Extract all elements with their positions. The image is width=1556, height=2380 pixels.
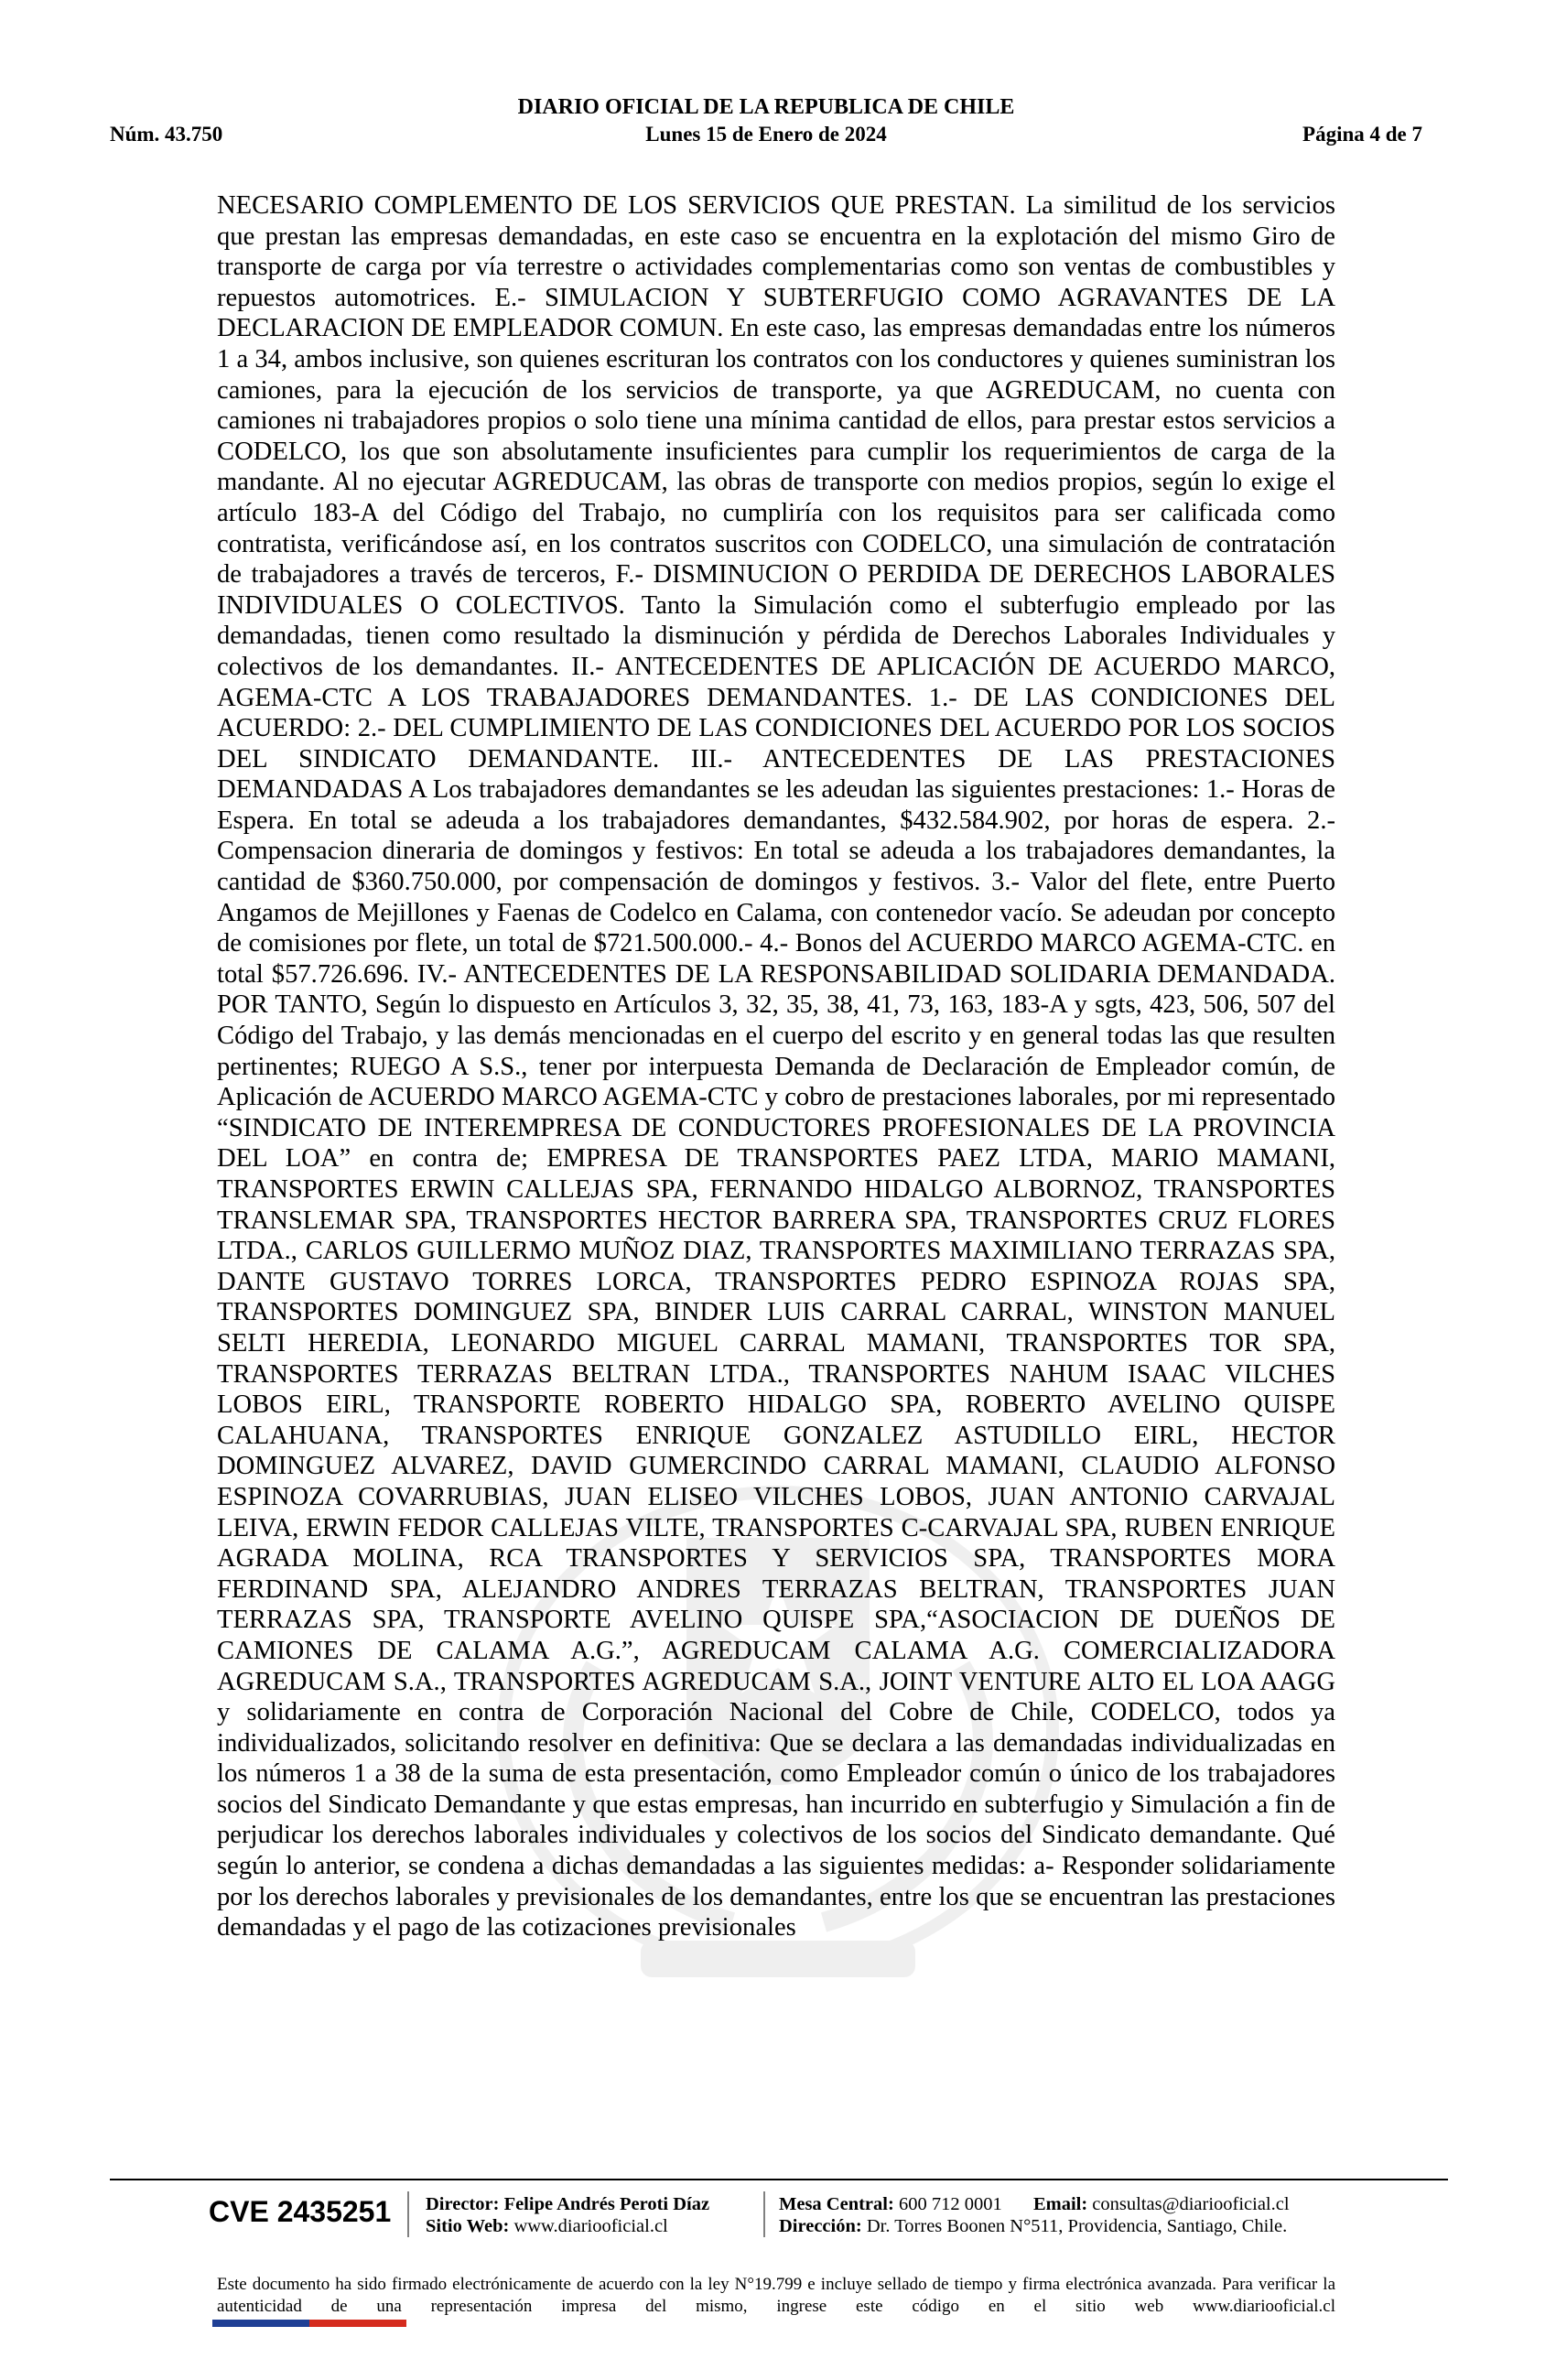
director-name: Felipe Andrés Peroti Díaz — [503, 2194, 710, 2214]
phone-value: 600 712 0001 — [898, 2194, 1002, 2214]
address-value: Dr. Torres Boonen N°511, Providencia, Santiago, Chile. — [866, 2216, 1288, 2236]
footer-separator — [763, 2191, 765, 2237]
footer-divider — [110, 2179, 1448, 2180]
email-label: Email: — [1032, 2194, 1088, 2214]
phone-label: Mesa Central: — [779, 2194, 894, 2214]
page-indicator: Página 4 de 7 — [1302, 123, 1422, 146]
address-label: Dirección: — [779, 2216, 862, 2236]
signature-notice: Este documento ha sido firmado electrónicamente de acuerdo con la ley N°19.799 e incluye sellado de tiempo y firma electrónica avanzada. Para verificar la autenticidad de una representación impresa del mismo, ingrese este código en el sitio web www.diariooficial.cl — [217, 2275, 1335, 2316]
footer-separator — [407, 2191, 409, 2237]
email-link[interactable]: consultas@diariooficial.cl — [1092, 2194, 1290, 2214]
website-link[interactable]: www.diariooficial.cl — [513, 2216, 668, 2236]
body-paragraph: NECESARIO COMPLEMENTO DE LOS SERVICIOS QUE PRESTAN. La similitud de los servicios que prestan las empresas demandadas, en este caso se encuentra en la explotación del mismo Giro de transporte de carga por vía terrestre o actividades complementarias como son ventas de combustibles y repuestos automotrices. E.- SIMULACION Y SUBTERFUGIO COMO AGRAVANTES DE LA DECLARACION DE EMPLEADOR COMUN. En este caso, las empresas demandadas entre los números 1 a 34, ambos inclusive, son quienes escrituran los contratos con los conductores y quienes suministran los camiones, para la ejecución de los servicios de transporte, ya que AGREDUCAM, no cuenta con camiones ni trabajadores propios o solo tiene una mínima cantidad de ellos, para prestar estos servicios a CODELCO, los que son absolutamente insuficientes para cumplir los requerimientos de carga de la mandante. Al no ejecutar AGREDUCAM, las obras de transporte con medios propios, según lo exige el artículo 183-A del Código del Trabajo, no cumpliría con los requisitos para ser calificada como contratista, verificándose así, en los contratos suscritos con CODELCO, una simulación de contratación de trabajadores a través de terceros, F.- DISMINUCION O PERDIDA DE DERECHOS LABORALES INDIVIDUALES O COLECTIVOS. Tanto la Simulación como el subterfugio empleado por las demandadas, tienen como resultado la disminución y pérdida de Derechos Laborales Individuales y colectivos de los demandantes. II.- ANTECEDENTES DE APLICACIÓN DE ACUERDO MARCO, AGEMA-CTC A LOS TRABAJADORES DEMANDANTES. 1.- DE LAS CONDICIONES DEL ACUERDO: 2.- DEL CUMPLIMIENTO DE LAS CONDICIONES DEL ACUERDO POR LOS SOCIOS DEL SINDICATO DEMANDANTE. III.- ANTECEDENTES DE LAS PRESTACIONES DEMANDADAS A Los trabajadores demandantes se les adeudan las siguientes prestaciones: 1.- Horas de Espera. En total se adeuda a los trabajadores demandantes, $432.584.902, por horas de espera. 2.- Compensacion dineraria de domingos y festivos: En total se adeuda a los trabajadores demandantes, la cantidad de $360.750.000, por compensación de domingos y festivos. 3.- Valor del flete, entre Puerto Angamos de Mejillones y Faenas de Codelco en Calama, con contenedor vacío. Se adeudan por concepto de comisiones por flete, un total de $721.500.000.- 4.- Bonos del ACUERDO MARCO AGEMA-CTC. en total $57.726.696. IV.- ANTECEDENTES DE LA RESPONSABILIDAD SOLIDARIA DEMANDADA. POR TANTO, Según lo dispuesto en Artículos 3, 32, 35, 38, 41, 73, 163, 183-A y sgts, 423, 506, 507 del Código del Trabajo, y las demás mencionadas en el cuerpo del escrito y en general todas las que resulten pertinentes; RUEGO A S.S., tener por interpuesta Demanda de Declaración de Empleador común, de Aplicación de ACUERDO MARCO AGEMA-CTC y cobro de prestaciones laborales, por mi representado “SINDICATO DE INTEREMPRESA DE CONDUCTORES PROFESIONALES DE LA PROVINCIA DEL LOA” en contra de; EMPRESA DE TRANSPORTES PAEZ LTDA, MARIO MAMANI, TRANSPORTES ERWIN CALLEJAS SPA, FERNANDO HIDALGO ALBORNOZ, TRANSPORTES TRANSLEMAR SPA, TRANSPORTES HECTOR BARRERA SPA, TRANSPORTES CRUZ FLORES LTDA., CARLOS GUILLERMO MUÑOZ DIAZ, TRANSPORTES MAXIMILIANO TERRAZAS SPA, DANTE GUSTAVO TORRES LORCA, TRANSPORTES PEDRO ESPINOZA ROJAS SPA, TRANSPORTES DOMINGUEZ SPA, BINDER LUIS CARRAL CARRAL, WINSTON MANUEL SELTI HEREDIA, LEONARDO MIGUEL CARRAL MAMANI, TRANSPORTES TOR SPA, TRANSPORTES TERRAZAS BELTRAN LTDA., TRANSPORTES NAHUM ISAAC VILCHES LOBOS EIRL, TRANSPORTE ROBERTO HIDALGO SPA, ROBERTO AVELINO QUISPE CALAHUANA, TRANSPORTES ENRIQUE GONZALEZ ASTUDILLO EIRL, HECTOR DOMINGUEZ ALVAREZ, DAVID GUMERCINDO CARRAL MAMANI, CLAUDIO ALFONSO ESPINOZA COVARRUBIAS, JUAN ELISEO VILCHES LOBOS, JUAN ANTONIO CARVAJAL LEIVA, ERWIN FEDOR CALLEJAS VILTE, TRANSPORTES C-CARVAJAL SPA, RUBEN ENRIQUE AGRADA MOLINA, RCA TRANSPORTES Y SERVICIOS SPA, TRANSPORTES MORA FERDINAND SPA, ALEJANDRO ANDRES TERRAZAS BELTRAN, TRANSPORTES JUAN TERRAZAS SPA, TRANSPORTE AVELINO QUISPE SPA,“ASOCIACION DE DUEÑOS DE CAMIONES DE CALAMA A.G.”, AGREDUCAM CALAMA A.G. COMERCIALIZADORA AGREDUCAM S.A., TRANSPORTES AGREDUCAM S.A., JOINT VENTURE ALTO EL LOA AAGG y solidariamente en contra de Corporación Nacional del Cobre de Chile, CODELCO, todos ya individualizados, solicitando resolver en definitiva: Que se declara a las demandadas individualizadas en los números 1 a 38 de la suma de esta presentación, como Empleador común o único de los trabajadores socios del Sindicato Demandante y que estas empresas, han incurrido en subterfugio y Simulación a fin de perjudicar los derechos laborales individuales y colectivos de los socios del Sindicato demandante. Qué según lo anterior, se condena a dichas demandadas a las siguientes medidas: a- Responder solidariamente por los derechos laborales y previsionales de los demandantes, entre los que se encuentran las prestaciones demandadas y el pago de las cotizaciones previsionales — [217, 191, 1335, 1942]
cve-code: CVE 2435251 — [209, 2195, 392, 2228]
flag-color-bar — [212, 2320, 406, 2327]
website-label: Sitio Web: — [426, 2216, 510, 2236]
flag-blue-segment — [212, 2320, 309, 2327]
page-header — [110, 93, 1422, 152]
flag-red-segment — [309, 2320, 406, 2327]
director-block — [426, 2193, 709, 2237]
director-label: Director: — [426, 2194, 500, 2214]
issue-number: Núm. 43.750 — [110, 123, 223, 146]
issue-date: Lunes 15 de Enero de 2024 — [645, 123, 887, 146]
contact-block — [779, 2193, 1290, 2237]
gazette-title: DIARIO OFICIAL DE LA REPUBLICA DE CHILE — [517, 95, 1015, 119]
